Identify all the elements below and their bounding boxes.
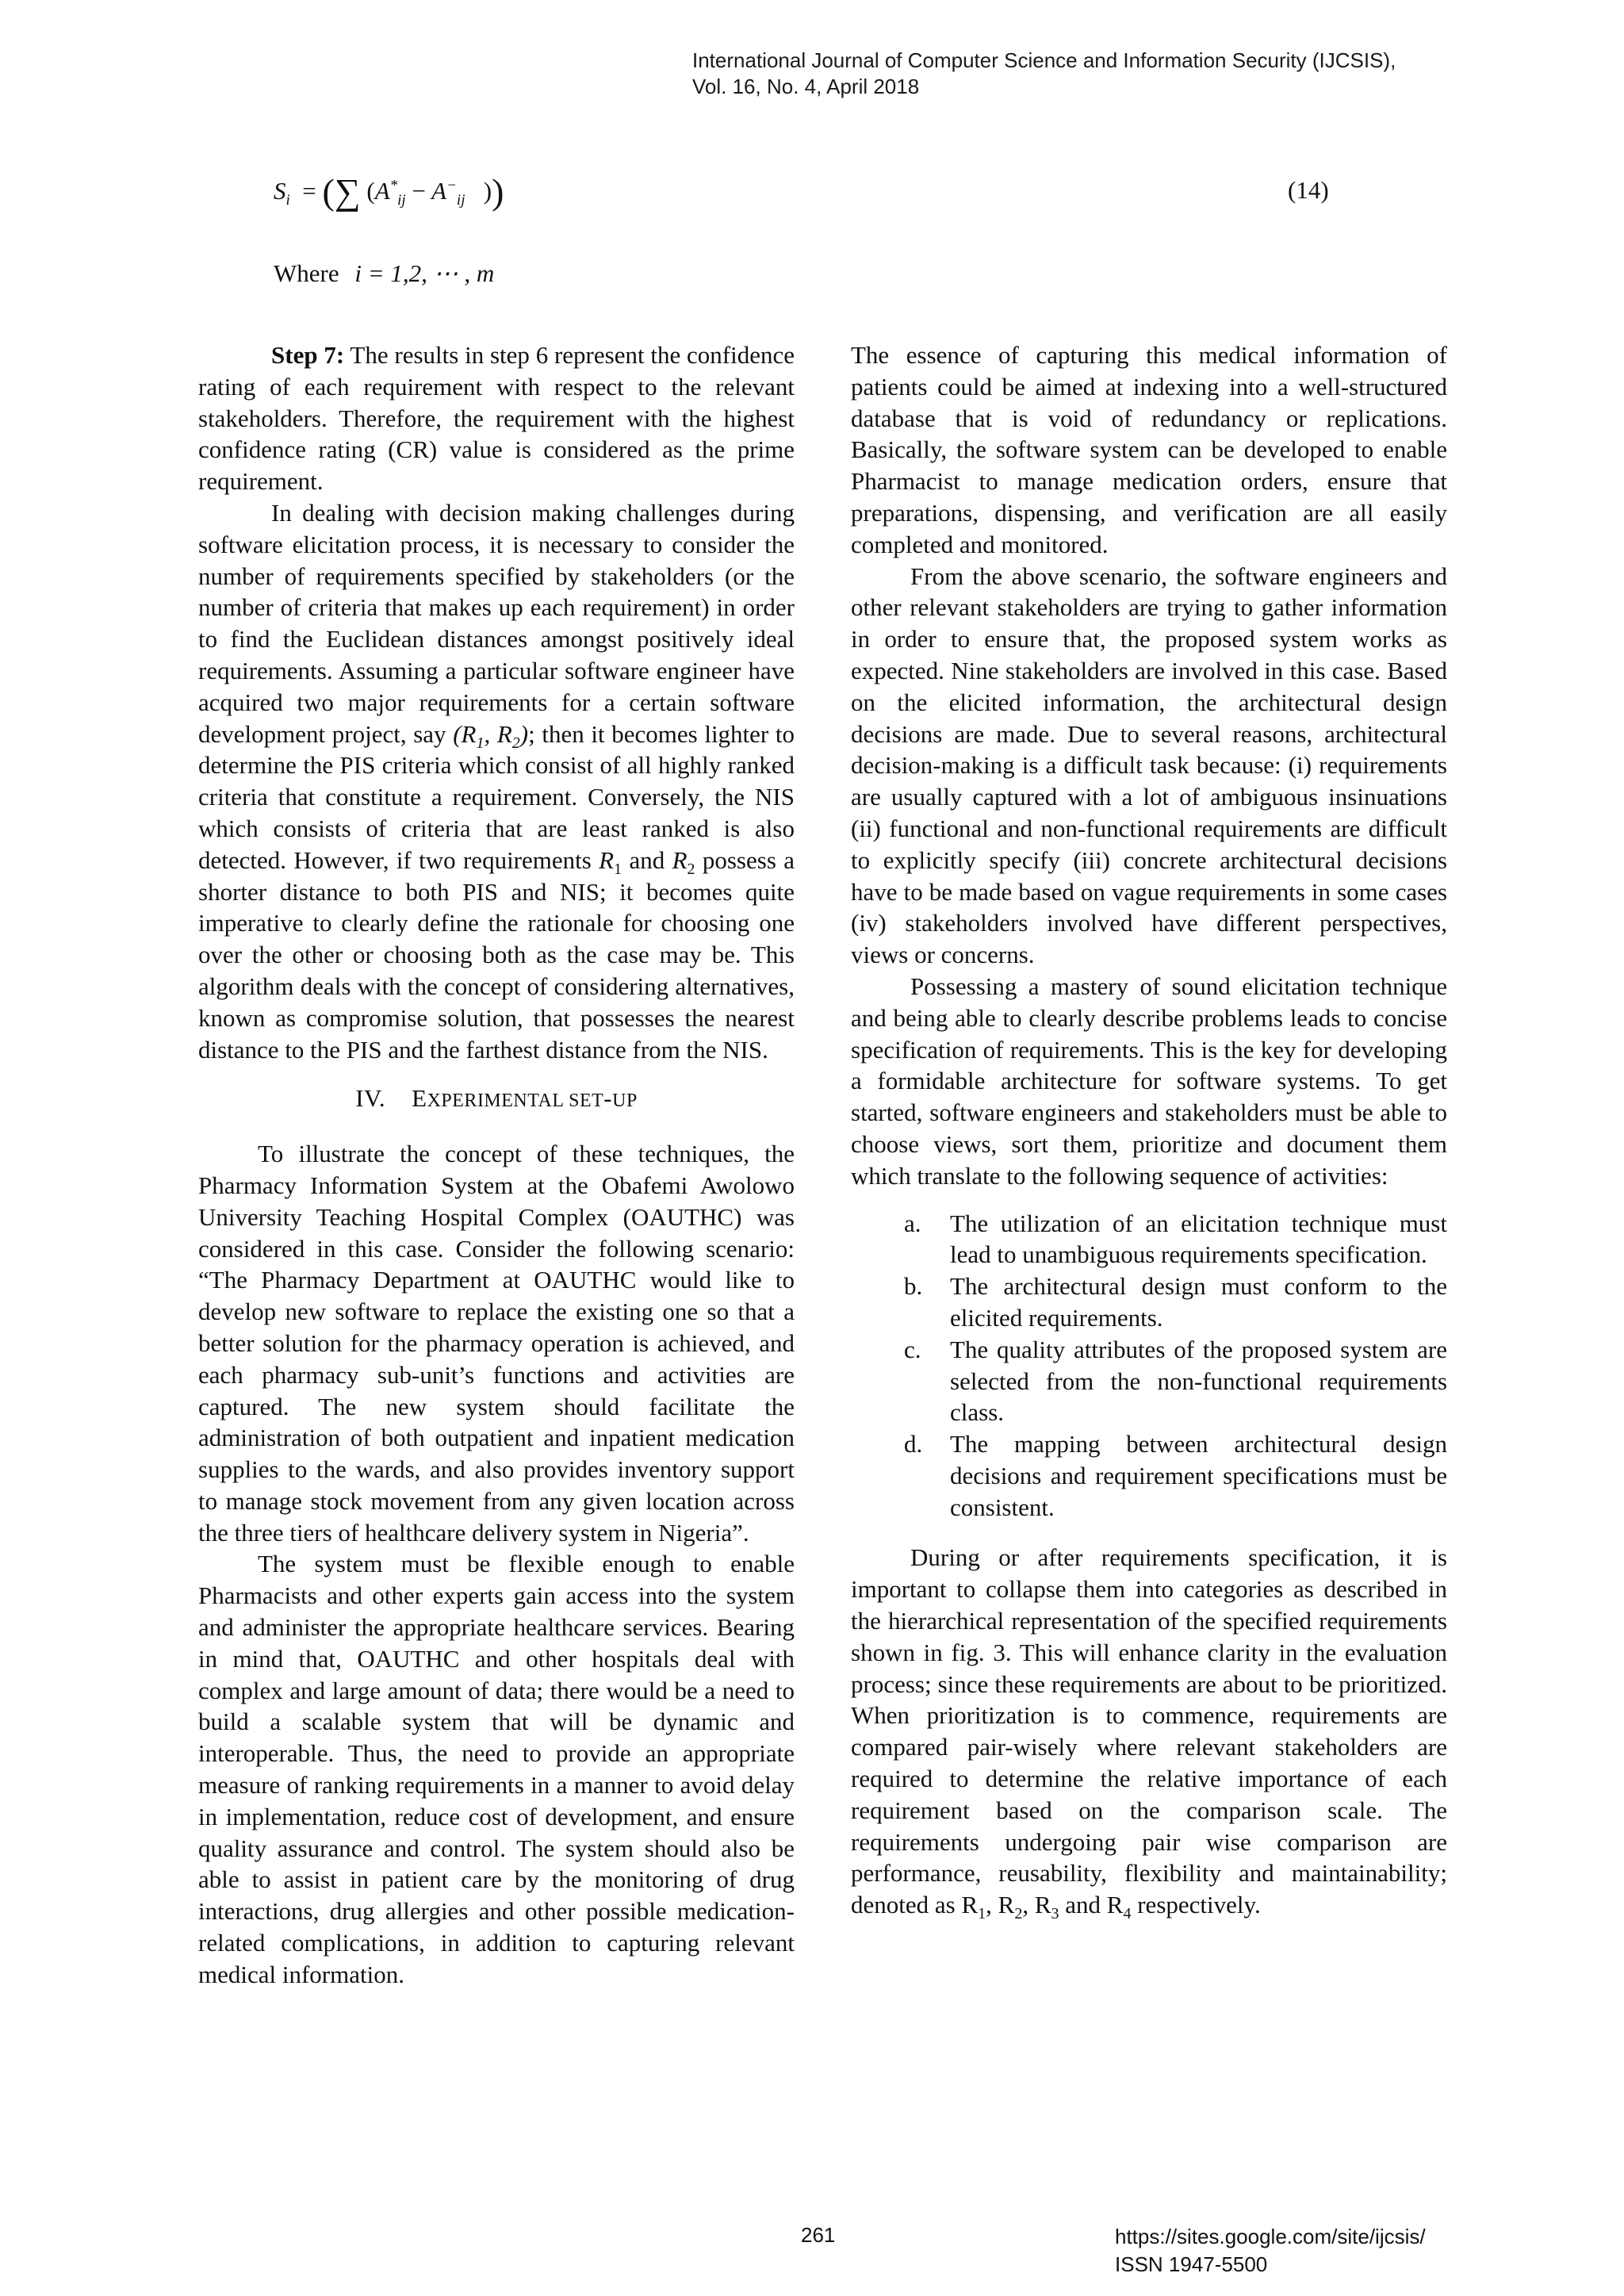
step7-text: The results in step 6 represent the confidence rating of each requirement with respect to the relevant stakeholders. Therefore, the requirement with the highest confidence rating (CR) value is considered as the prime requirement. xyxy=(198,341,795,496)
essence-paragraph: The essence of capturing this medical information of patients could be aimed at indexing into a well-structured database that is void of redundancy or replications. Basically, the software system can be developed to enable Pharmacist to manage medication orders, ensure that preparations, dispensing, and verification are all easily completed and monitored. xyxy=(851,341,1447,558)
journal-url: https://sites.google.com/site/ijcsis/ xyxy=(1115,2225,1426,2248)
eq-a-minus-sub: ij xyxy=(456,192,465,209)
where-label: Where xyxy=(274,259,339,287)
scenario-paragraph: To illustrate the concept of these techniques, the Pharmacy Information System at the Obafemi Awolowo University Teaching Hospital Complex (OAUTHC) was considered in this case. Consider the following scenario: “The Pharmacy Department at OAUTHC would like to develop new software to replace the existing one so that a better solution for the pharmacy operation is achieved, and each pharmacy sub-unit’s functions and activities are captured. The new system should facilitate the administration of both outpatient and inpatient medication supplies to the wards, and also provides inventory support to manage stock movement from any given location across the three tiers of healthcare delivery system in Nigeria”. xyxy=(198,1140,795,1547)
scenario-analysis-paragraph: From the above scenario, the software engineers and other relevant stakeholders are trying to gather information in order to ensure that, the proposed system works as expected. Nine stakeholders are involved in this case. Based on the elicited information, the architectural design decisions are made. Due to several reasons, architectural decision-making is a difficult task because: (i) requirements are usually captured with a lot of ambiguous insinuations (ii) functional and non-functional requirements are difficult to explicitly specify (iii) concrete architectural decisions have to be made based on vague requirements in some cases (iv) stakeholders involved have different perspectives, views or concerns. xyxy=(851,562,1447,969)
page-number: 261 xyxy=(801,2223,836,2247)
system-paragraph: The system must be flexible enough to enable Pharmacists and other experts gain access into the system and administer the appropriate healthcare services. Bearing in mind that, OAUTHC and other hospitals deal with complex and large amount of data; there would be a need to build a scalable system that will be dynamic and interoperable. Thus, the need to provide an appropriate measure of ranking requirements in a manner to avoid delay in implementation, reduce cost of development, and ensure quality assurance and control. The system should also be able to assist in patient care by the monitoring of drug interactions, drug allergies and other possible medication-related complications, in addition to capturing relevant medical information. xyxy=(198,1550,795,1988)
eq-sum: ∑ xyxy=(334,171,361,212)
text-span: ) xyxy=(519,719,529,748)
list-text: The architectural design must conform to the elicited requirements. xyxy=(950,1272,1447,1332)
eq-minus: − xyxy=(412,177,426,205)
text-span: , R xyxy=(484,719,512,748)
subscript: 2 xyxy=(511,734,520,752)
activities-list xyxy=(851,1208,1447,1524)
subscript: 1 xyxy=(614,860,622,878)
prioritization-paragraph xyxy=(851,1542,1447,1921)
subscript: 2 xyxy=(1014,1905,1023,1923)
step7-label: Step 7: xyxy=(271,341,345,369)
list-item xyxy=(851,1271,1447,1334)
eq-a-minus-sup: − xyxy=(446,177,457,194)
text-span: ; then it becomes lighter to determine the PIS criteria which consist of all highly ranked criteria that constitute a requirement. Conversely, the NIS which consists of criteria that are least ranked is also detected. However, if two requirements xyxy=(198,719,795,874)
list-marker: b. xyxy=(904,1272,923,1301)
list-text: The utilization of an elicitation technique must lead to unambiguous requirements specification. xyxy=(950,1209,1447,1269)
section-heading xyxy=(198,1083,795,1117)
journal-header xyxy=(692,48,1396,100)
list-item xyxy=(851,1428,1447,1523)
list-text: The quality attributes of the proposed system are selected from the non-functional requirements class. xyxy=(950,1335,1447,1427)
eq-a-minus: A xyxy=(431,177,447,205)
requirements-pair xyxy=(453,719,529,752)
text-span: and xyxy=(622,845,672,874)
left-column xyxy=(198,339,795,1991)
eq-lhs-sub: i xyxy=(285,192,290,209)
journal-volume: Vol. 16, No. 4, April 2018 xyxy=(692,75,920,98)
eq-a-plus-sub: ij xyxy=(397,192,406,209)
text-span: During or after requirements specification, it is important to collapse them into categories as described in the hierarchical representation of the specified requirements shown in fig. 3. This will enhance clarity in the evaluation process; since these requirements are about to be prioritized. When prioritization is to commence, requirements are compared pair-wisely where relevant stakeholders are required to determine the relative importance of each requirement based on the comparison scale. The requirements undergoing pair wise comparison are performance, reusability, flexibility and maintainability; denoted as xyxy=(851,1543,1447,1919)
decision-paragraph xyxy=(198,497,795,1065)
eq-equals: = xyxy=(302,177,316,205)
issn: ISSN 1947-5500 xyxy=(1115,2252,1268,2276)
subscript: 1 xyxy=(978,1905,986,1923)
footer-info xyxy=(1115,2223,1426,2279)
subscript: 3 xyxy=(1051,1905,1059,1923)
r-symbol: R xyxy=(961,1891,979,1919)
text-span: respectively. xyxy=(1131,1891,1261,1919)
italic-r: R xyxy=(672,845,688,874)
italic-r: R xyxy=(599,845,615,874)
mastery-paragraph: Possessing a mastery of sound elicitation technique and being able to clearly describe problems leads to concise specification of requirements. This is the key for developing a formidable architecture for software systems. To get started, software engineers and stakeholders must be able to choose views, sort them, prioritize and document them which translate to the following sequence of activities: xyxy=(851,972,1447,1190)
eq-lhs: S xyxy=(274,177,286,205)
r-symbol: R xyxy=(998,1891,1015,1919)
section-dash: - xyxy=(603,1084,613,1113)
journal-title: International Journal of Computer Science and Information Security (IJCSIS), xyxy=(692,48,1396,72)
subscript: 4 xyxy=(1123,1905,1132,1923)
subscript: 2 xyxy=(687,860,695,878)
text-span: , xyxy=(1022,1891,1035,1919)
where-math: i = 1,2, ⋯ , m xyxy=(354,259,495,287)
text-span: In dealing with decision making challenges during software elicitation process, it is necessary to consider the number of requirements specified by stakeholders (or the number of criteria that makes up each requirement) in order to find the Euclidean distances amongst positively ideal requirements. Assuming a particular software engineer have acquired two major requirements for a certain software development project, say xyxy=(198,498,795,748)
text-span: , xyxy=(986,1891,998,1919)
list-marker: d. xyxy=(904,1430,923,1458)
equation-where xyxy=(274,259,494,288)
right-column xyxy=(851,339,1447,1921)
equation-number: (14) xyxy=(1288,176,1329,204)
r-symbol: R xyxy=(1034,1891,1051,1919)
eq-a-plus-sup: * xyxy=(389,177,398,194)
subscript: 1 xyxy=(476,734,485,752)
list-marker: a. xyxy=(904,1209,921,1237)
equation-14: $S_i$ = (∑ ($A^*_{ij} - A^-_{ij}$ )) xyxy=(274,171,504,212)
list-item xyxy=(851,1334,1447,1428)
text-span: (R xyxy=(453,719,477,748)
r-symbol: R xyxy=(1106,1891,1124,1919)
eq-a-plus: A xyxy=(374,177,390,205)
section-smallcaps: UP xyxy=(612,1091,638,1112)
text-span: possess a shorter distance to both PIS and NIS; it becomes quite imperative to clearly define the rationale for choosing one over the other or choosing both as the case may be. This algorithm deals with the concept of considering alternatives, known as compromise solution, that possesses the nearest distance to the PIS and the farthest distance from the NIS. xyxy=(198,845,795,1064)
section-smallcaps: XPERIMENTAL SET xyxy=(427,1091,604,1112)
list-text: The mapping between architectural design decisions and requirement specifications must be consistent. xyxy=(950,1430,1447,1521)
list-marker: c. xyxy=(904,1335,921,1363)
section-number: IV. xyxy=(355,1084,386,1113)
section-initial: E xyxy=(412,1084,427,1113)
list-item xyxy=(851,1208,1447,1271)
text-span: and xyxy=(1059,1891,1107,1919)
step7-paragraph xyxy=(198,339,795,497)
